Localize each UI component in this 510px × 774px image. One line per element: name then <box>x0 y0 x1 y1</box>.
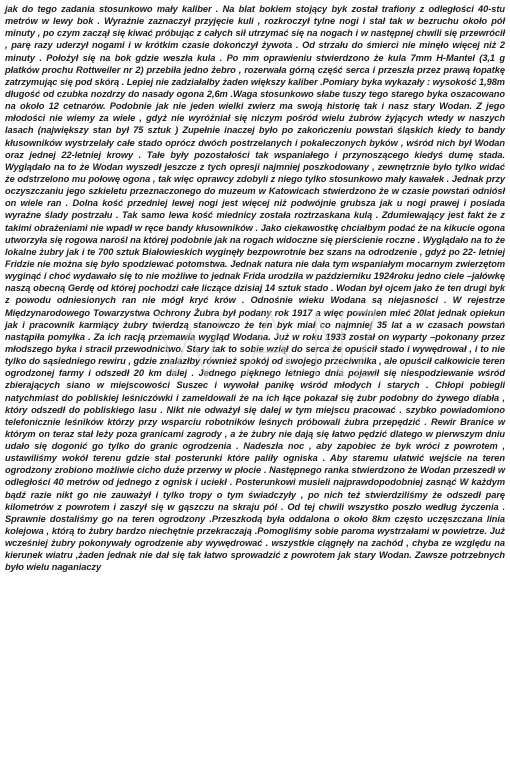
body-text: jak do tego zadania stosunkowo mały kaliber . Na blat bokiem stojący byk został trafiony z odległości 40-stu metrów w lewy bok . Wyraźnie zaznaczył przyjęcie kuli , rozkroczył tylne nogi i stał tak w bezruchu około pół minuty , po czym zaczął się kiwać próbując z całych sił utrzymać się na nogach i w następnej chwili się przewrócił , parę razy uderzył nogami i w krótkim czasie dokończył żywota . Od strzału do śmierci nie minęło więcej niż 2 minuty . Położył się na bok gdzie weszła kula . Po mm oprawieniu stwierdzono że kula 7mm H-Mantel (3,1 g płatków prochu Rottweiler nr 2) przebiła jedno żebro , rozerwała górną część serca i przeszła przez prawą łopatkę zatrzymując się pod skórą . Lepiej nie zadziałałby żaden większy kaliber .Pomiary byka wykazały : wysokość 1,98m długość od czubka nozdrzy do nasady ogona 2,6m .Waga stosunkowo słabe tuszy tego starego byka oszacowano na około 12 cetnarów. Podobnie jak nie jeden wielki zwierz ma swoją historię tak i nasz stary Wodan. Z jego młodości nie wiemy za wiele , gdyż nie wyróżniał się niczym pośród wielu żubrów żyjących wtedy w naszych lasach (największy stan był 75 sztuk ) Zupełnie inaczej było po zakończeniu powstań śląskich kiedy to bandy kłusowników wystrzelały całe stado oprócz dwóch postrzelanych i pokaleczonych byków , wśród nich był Wodan oraz jednej 22-letniej krowy . Tałe były pozostałości tak wspaniałego i przynoszącego kiedyś dumę stada. Wyglądało na to że Wodan wyszedł jeszcze z tych opresji najmniej poszkodowany , zewnętrznie było tylko widać że odstrzelono mu połowę ogona , tak więc oprawcy zdobyli z niego tylko stosunkowo mały kawałek . Jednak przy oczyszczaniu jego szkieletu przeznaczonego do muzeum w Katowicach stwierdzono że w czasie powstań odniósł on wiele ran . Dolna kość przedniej lewej nogi jest więcej niż podwójnie grubsza jak u nogi prawej i posiada wyraźne ślady postrzału . Tak samo lewa kość miednicy została roztrzaskana kulą . Zdumiewający jest fakt że z takimi obrażeniami nie wpadł w ręce bandy kłusowników . Jako ciekawostkę chciałbym podać że na kikucie ogona utworzyła się rogowa narośl na której podobnie jak na rogach widoczne się pierścienie roczne . Wyglądało na to że lokalne żubry jak i te 700 sztuk Białowieskich wyginęły bezpowrotnie bez szans na odrodzenie , gdyż po 22- letniej Fridzie nie można się było spodziewać potomstwa. Jednak natura nie dała tym wspaniałym mocarnym zwierzętom wyginąć i choć wydawało się to nie możliwe to jednak Frida urodziła w październiku 1924roku jedno ciele –jałówkę naszą obecną Gerdę od której pochodzi całe liczące dzisiaj 14 sztuk stado . Wodan był ojcem jako że ten drugi byk z powodu odniesionych ran nie mógł kryć krów . Odnośnie wieku Wodana są niejasności . W rejestrze Międzynarodowego Towarzystwa Ochrony Żubra był podany rok 1917 a więc powinien mieć 20lat jednak opiekun jak i pracownik karmiący żubry twierdzą stanowczo że ten byk miał co najmniej 35 lat a w czasach powstań nastąpiła pomyłka . Za ich racją przemawia wygląd Wodana. Już w roku 1933 został on wyparty –pokonany przez młodszego byka i stracił przewodnictwo. Stary tak to sobie wziął do serca że opuścił stado i wywędrował , i to nie tylko do sąsiedniego rewiru , gdzie znalazłby również spokój od swojego przeciwnika , ale opuścił całkowicie teren ogrodzonej farmy i odszedł 20 km dalej . Jednego pięknego letniego dnia pojawił się niespodziewanie wśród zbierających siano w miejscowości Suszec i wywołał panikę wśród młodych i starych . Chłopi pobiegli natychmiast do pobliskiej leśniczówki i zameldowali że na ich łące pokazał się żubr podobny do żywego diabła , który odszedł do pobliskiego lasu . Nikt nie odważył się dalej w tym miejscu pracować . szybko powiadomiono telefonicznie leśników którzy przy wsparciu robotników leśnych próbowali żubra przepędzić . Rewir Branice w którym on teraz stał leży poza granicami zagrody , a że żubry nie dają się łatwo pędzić dlatego w pierwszym dniu udało się dogonić go tylko do granic ogrodzenia . Nadeszła noc , aby zapobiec że byk wróci z powrotem , ustawiliśmy wokół terenu gdzie stał posterunki które paliły ogniska . Aby staremu ułatwić wejście na teren ogrodzony zrobiono możliwie cicho duże przerwy w płocie . Następnego ranka stwierdzono że Wodan przeszedł w odległości 40 metrów od jednego z ognisk i uciekł . Posterunkowi musieli najprawdopodobniej zasnąć W każdym bądź razie nikt go nie zauważył i tylko tropy o tym świadczyły , po nich też stwierdziliśmy że odszedł parę kilometrów z powrotem i zaszył się w gąszczu na skraju pól . Od tej chwili wszystko poszło według życzenia . Sprawnie dostaliśmy go na teren ogrodzony .Przeszkodą była oddalona o około 8km często uczęszczana linia kolejowa , którą to żubry bardzo niechętnie przekraczają .Pomogliśmy sobie paroma wystrzałami w powietrze. Już wcześniej żubry pokonywały ogrodzenie aby wywędrować . wszystkie ciągnęły na zachód , chyba ze względu na kierunek wiatru ,żaden jednak nie dał się tak łatwo sprowadzić z powrotem jak stary Wodan. Zawsze potrzebnych było wielu naganiaczy <box>5 4 505 573</box>
